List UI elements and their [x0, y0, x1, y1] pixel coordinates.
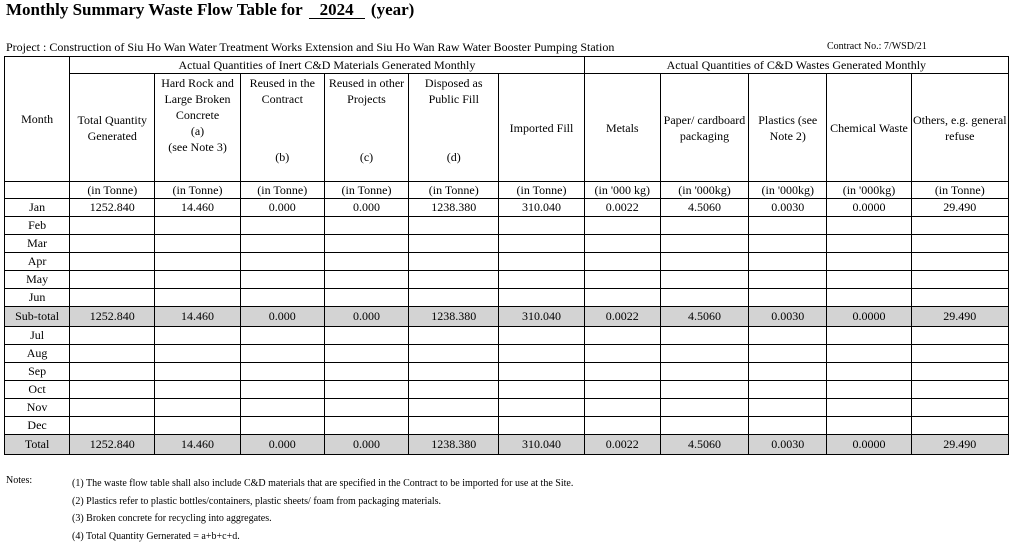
value-cell	[584, 271, 660, 289]
value-cell	[827, 235, 911, 253]
hard-rock-header	[155, 74, 240, 182]
value-cell: 310.040	[499, 199, 584, 217]
value-cell	[827, 327, 911, 345]
month-cell: Sep	[5, 363, 70, 381]
value-cell	[324, 327, 408, 345]
reused-other-header	[324, 74, 408, 182]
table-row	[5, 253, 1009, 271]
value-cell	[155, 235, 240, 253]
value-cell	[660, 381, 748, 399]
value-cell: 0.0022	[584, 199, 660, 217]
month-cell: Feb	[5, 217, 70, 235]
reused-contract-label: Reused in the Contract	[241, 75, 324, 107]
plastics-header: Plastics (see Note 2)	[749, 74, 827, 182]
value-cell	[749, 363, 827, 381]
value-cell	[70, 399, 155, 417]
disposed-label: Disposed as Public Fill	[409, 75, 498, 107]
wastes-group-header: Actual Quantities of C&D Wastes Generated Monthly	[584, 57, 1008, 74]
value-cell: 0.0030	[749, 435, 827, 455]
value-cell	[911, 327, 1008, 345]
table-body	[5, 199, 1009, 455]
month-cell: Aug	[5, 345, 70, 363]
value-cell	[749, 271, 827, 289]
unit-cell: (in '000kg)	[660, 182, 748, 199]
value-cell	[827, 271, 911, 289]
month-cell: Total	[5, 435, 70, 455]
value-cell	[409, 363, 499, 381]
value-cell	[499, 345, 584, 363]
header-group-row	[5, 57, 1009, 74]
value-cell	[409, 417, 499, 435]
month-cell: Nov	[5, 399, 70, 417]
imported-header: Imported Fill	[499, 74, 584, 182]
value-cell: 310.040	[499, 307, 584, 327]
value-cell: 0.0000	[827, 307, 911, 327]
value-cell	[70, 217, 155, 235]
value-cell	[499, 417, 584, 435]
value-cell	[584, 289, 660, 307]
value-cell	[324, 399, 408, 417]
value-cell	[324, 217, 408, 235]
value-cell	[324, 345, 408, 363]
inert-group-header: Actual Quantities of Inert C&D Materials Generated Monthly	[70, 57, 585, 74]
value-cell	[409, 399, 499, 417]
value-cell	[240, 399, 324, 417]
unit-cell: (in Tonne)	[155, 182, 240, 199]
value-cell: 4.5060	[660, 435, 748, 455]
value-cell: 0.0000	[827, 435, 911, 455]
value-cell	[409, 345, 499, 363]
value-cell	[499, 381, 584, 399]
value-cell	[155, 271, 240, 289]
value-cell	[324, 381, 408, 399]
table-row	[5, 345, 1009, 363]
title-suffix: (year)	[371, 0, 414, 19]
table-row	[5, 381, 1009, 399]
value-cell	[660, 289, 748, 307]
value-cell	[660, 417, 748, 435]
value-cell: 0.0022	[584, 307, 660, 327]
value-cell	[240, 363, 324, 381]
value-cell	[827, 345, 911, 363]
note-item: (4) Total Quantity Gernerated = a+b+c+d.	[72, 528, 573, 545]
value-cell	[584, 345, 660, 363]
subtotal-row	[5, 435, 1009, 455]
value-cell	[749, 289, 827, 307]
value-cell: 29.490	[911, 307, 1008, 327]
value-cell: 29.490	[911, 199, 1008, 217]
value-cell	[409, 235, 499, 253]
unit-cell: (in Tonne)	[240, 182, 324, 199]
value-cell	[584, 417, 660, 435]
value-cell: 0.000	[324, 307, 408, 327]
value-cell	[324, 253, 408, 271]
value-cell	[499, 399, 584, 417]
value-cell	[70, 253, 155, 271]
value-cell	[660, 217, 748, 235]
value-cell	[749, 399, 827, 417]
value-cell	[155, 345, 240, 363]
value-cell: 0.000	[240, 307, 324, 327]
value-cell: 1238.380	[409, 199, 499, 217]
hard-rock-letter: (a)	[155, 123, 239, 139]
value-cell: 4.5060	[660, 307, 748, 327]
unit-cell: (in Tonne)	[911, 182, 1008, 199]
total-header: Total Quantity Generated	[70, 74, 155, 182]
value-cell	[584, 399, 660, 417]
paper-header: Paper/ cardboard packaging	[660, 74, 748, 182]
table-row	[5, 327, 1009, 345]
value-cell	[827, 363, 911, 381]
value-cell	[911, 399, 1008, 417]
value-cell: 14.460	[155, 307, 240, 327]
value-cell: 310.040	[499, 435, 584, 455]
title-prefix: Monthly Summary Waste Flow Table for	[6, 0, 302, 19]
value-cell	[409, 217, 499, 235]
reused-other-label: Reused in other Projects	[325, 75, 408, 107]
month-cell: Dec	[5, 417, 70, 435]
value-cell	[499, 253, 584, 271]
value-cell	[749, 381, 827, 399]
value-cell	[70, 289, 155, 307]
notes-list	[72, 475, 573, 545]
value-cell: 1252.840	[70, 307, 155, 327]
value-cell	[240, 217, 324, 235]
value-cell: 29.490	[911, 435, 1008, 455]
chemical-header: Chemical Waste	[827, 74, 911, 182]
value-cell: 0.0000	[827, 199, 911, 217]
value-cell	[70, 363, 155, 381]
value-cell	[660, 345, 748, 363]
table-row	[5, 235, 1009, 253]
value-cell	[240, 271, 324, 289]
value-cell	[324, 417, 408, 435]
value-cell	[749, 235, 827, 253]
unit-cell: (in Tonne)	[499, 182, 584, 199]
value-cell	[240, 253, 324, 271]
unit-cell: (in Tonne)	[324, 182, 408, 199]
value-cell	[70, 235, 155, 253]
value-cell	[911, 345, 1008, 363]
value-cell	[749, 417, 827, 435]
value-cell	[409, 289, 499, 307]
others-header: Others, e.g. general refuse	[911, 74, 1008, 182]
title-year: 2024	[309, 2, 365, 19]
value-cell: 0.0030	[749, 307, 827, 327]
value-cell: 1238.380	[409, 435, 499, 455]
table-row	[5, 417, 1009, 435]
value-cell	[324, 235, 408, 253]
value-cell	[827, 381, 911, 399]
value-cell	[409, 327, 499, 345]
value-cell	[911, 363, 1008, 381]
value-cell	[584, 381, 660, 399]
hard-rock-label: Hard Rock and Large Broken Concrete	[155, 75, 239, 123]
month-cell: Jan	[5, 199, 70, 217]
value-cell	[324, 271, 408, 289]
value-cell: 14.460	[155, 199, 240, 217]
value-cell	[499, 271, 584, 289]
reused-contract-header	[240, 74, 324, 182]
value-cell: 1238.380	[409, 307, 499, 327]
month-cell: Sub-total	[5, 307, 70, 327]
value-cell: 14.460	[155, 435, 240, 455]
value-cell	[911, 235, 1008, 253]
value-cell	[155, 363, 240, 381]
value-cell	[409, 271, 499, 289]
value-cell	[660, 399, 748, 417]
unit-cell: (in '000kg)	[827, 182, 911, 199]
value-cell	[324, 289, 408, 307]
value-cell: 0.000	[324, 435, 408, 455]
month-header: Month	[5, 57, 70, 182]
value-cell	[70, 417, 155, 435]
value-cell	[660, 253, 748, 271]
value-cell	[499, 327, 584, 345]
disposed-letter: (d)	[409, 149, 498, 179]
value-cell	[409, 253, 499, 271]
value-cell: 0.0022	[584, 435, 660, 455]
value-cell	[240, 235, 324, 253]
value-cell: 4.5060	[660, 199, 748, 217]
value-cell	[660, 327, 748, 345]
value-cell	[155, 381, 240, 399]
hard-rock-note: (see Note 3)	[155, 139, 239, 155]
table-row	[5, 217, 1009, 235]
value-cell: 0.0030	[749, 199, 827, 217]
value-cell	[660, 271, 748, 289]
value-cell	[749, 345, 827, 363]
header-main-row	[5, 74, 1009, 182]
value-cell	[240, 289, 324, 307]
value-cell: 1252.840	[70, 199, 155, 217]
value-cell	[584, 253, 660, 271]
value-cell	[749, 327, 827, 345]
table-row	[5, 289, 1009, 307]
value-cell: 0.000	[240, 199, 324, 217]
value-cell	[240, 417, 324, 435]
value-cell	[70, 271, 155, 289]
value-cell: 1252.840	[70, 435, 155, 455]
month-cell: May	[5, 271, 70, 289]
value-cell	[749, 253, 827, 271]
value-cell	[911, 253, 1008, 271]
value-cell: 0.000	[324, 199, 408, 217]
value-cell	[70, 345, 155, 363]
value-cell	[409, 381, 499, 399]
note-item: (2) Plastics refer to plastic bottles/containers, plastic sheets/ foam from packaging materials.	[72, 493, 573, 511]
month-cell: Oct	[5, 381, 70, 399]
value-cell	[240, 381, 324, 399]
value-cell	[70, 327, 155, 345]
value-cell	[499, 289, 584, 307]
value-cell	[827, 417, 911, 435]
value-cell	[827, 253, 911, 271]
value-cell	[827, 289, 911, 307]
month-cell: Jul	[5, 327, 70, 345]
unit-cell: (in Tonne)	[409, 182, 499, 199]
table-row	[5, 399, 1009, 417]
units-blank	[5, 182, 70, 199]
value-cell	[827, 217, 911, 235]
value-cell	[911, 217, 1008, 235]
metals-header: Metals	[584, 74, 660, 182]
unit-cell: (in '000kg)	[749, 182, 827, 199]
note-item: (1) The waste flow table shall also include C&D materials that are specified in the Contract to be imported for use at the Site.	[72, 475, 573, 493]
value-cell	[584, 217, 660, 235]
month-cell: Apr	[5, 253, 70, 271]
value-cell	[911, 271, 1008, 289]
reused-contract-letter: (b)	[241, 149, 324, 179]
note-item: (3) Broken concrete for recycling into aggregates.	[72, 510, 573, 528]
month-cell: Mar	[5, 235, 70, 253]
value-cell	[155, 399, 240, 417]
value-cell	[155, 253, 240, 271]
reused-other-letter: (c)	[325, 149, 408, 179]
notes-label: Notes:	[6, 475, 32, 486]
value-cell	[324, 363, 408, 381]
value-cell	[499, 235, 584, 253]
table-row	[5, 363, 1009, 381]
page-title	[6, 0, 414, 20]
subtotal-row	[5, 307, 1009, 327]
unit-cell: (in '000 kg)	[584, 182, 660, 199]
value-cell	[911, 289, 1008, 307]
value-cell	[155, 289, 240, 307]
value-cell	[499, 363, 584, 381]
value-cell	[660, 363, 748, 381]
table-row	[5, 271, 1009, 289]
value-cell	[70, 381, 155, 399]
units-row	[5, 182, 1009, 199]
project-name: Project : Construction of Siu Ho Wan Water Treatment Works Extension and Siu Ho Wan Raw Water Booster Pumping Station	[6, 40, 614, 55]
value-cell	[911, 381, 1008, 399]
value-cell	[584, 235, 660, 253]
disposed-header	[409, 74, 499, 182]
contract-number: Contract No.: 7/WSD/21	[827, 41, 927, 52]
value-cell	[155, 217, 240, 235]
value-cell: 0.000	[240, 435, 324, 455]
value-cell	[660, 235, 748, 253]
value-cell	[155, 417, 240, 435]
value-cell	[827, 399, 911, 417]
value-cell	[155, 327, 240, 345]
table-row	[5, 199, 1009, 217]
value-cell	[240, 345, 324, 363]
value-cell	[911, 417, 1008, 435]
waste-flow-table	[4, 56, 1009, 455]
value-cell	[584, 327, 660, 345]
month-cell: Jun	[5, 289, 70, 307]
unit-cell: (in Tonne)	[70, 182, 155, 199]
value-cell	[584, 363, 660, 381]
value-cell	[749, 217, 827, 235]
value-cell	[499, 217, 584, 235]
value-cell	[240, 327, 324, 345]
